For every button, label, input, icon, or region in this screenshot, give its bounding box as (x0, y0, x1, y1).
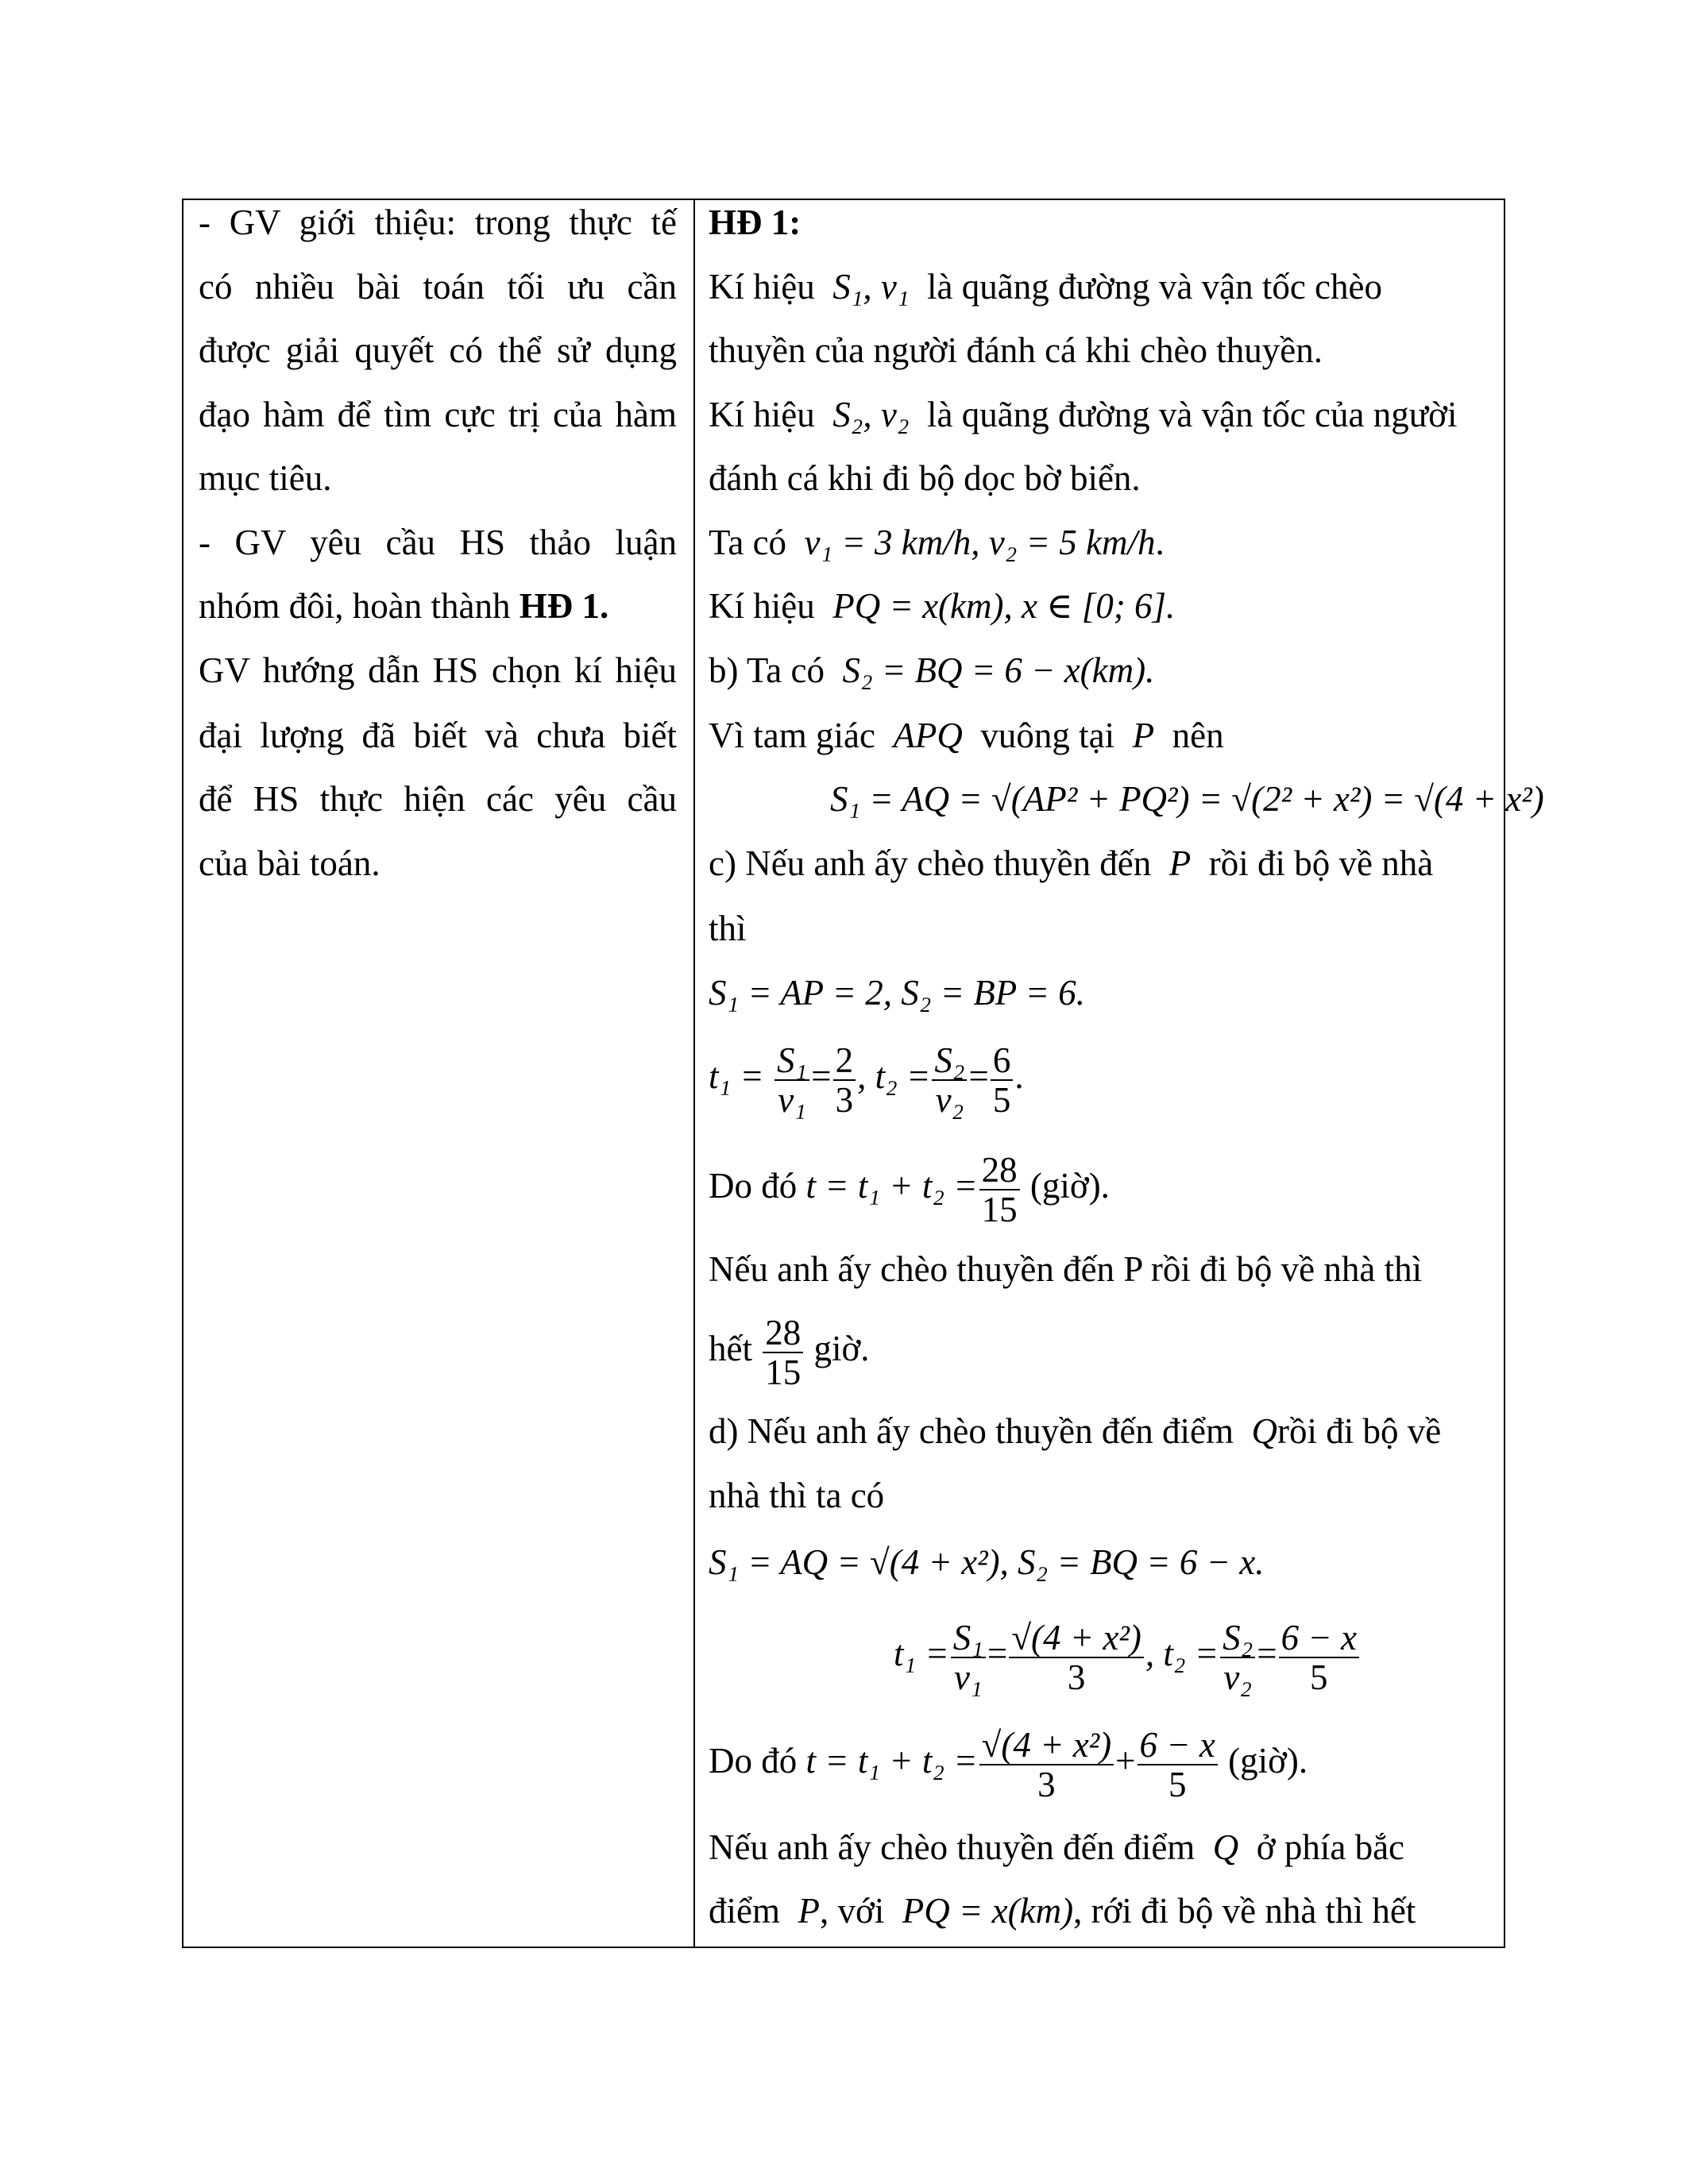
denominator: v₂ (1223, 1657, 1252, 1697)
math: P (1168, 843, 1192, 883)
fraction (979, 1726, 1114, 1804)
left-text-line: GV hướng dẫn HS chọn kí hiệu (199, 650, 677, 690)
formula-s1 (830, 775, 1544, 823)
text: nên (1163, 716, 1224, 755)
text: hết (709, 1329, 762, 1368)
right-text-line (709, 969, 1085, 1017)
denominator: 5 (992, 1079, 1011, 1120)
column-divider (693, 199, 695, 1948)
equals: = (811, 1056, 832, 1096)
text: giờ. (805, 1329, 870, 1368)
math: , t₂ = (1145, 1634, 1219, 1673)
math: v₁ = 3 km/h, v₂ = 5 km/h (804, 523, 1156, 562)
fraction (1279, 1619, 1359, 1696)
denominator: 15 (981, 1189, 1018, 1229)
math: PQ = x(km), x ∈ [0; 6]. (832, 586, 1176, 626)
right-text-line (709, 582, 1175, 630)
fraction (991, 1041, 1014, 1119)
numerator: √(4 + x²) (1009, 1619, 1144, 1658)
text: ở phía bắc (1247, 1827, 1405, 1867)
left-text-line: để HS thực hiện các yêu cầu (199, 779, 677, 819)
right-text-line (709, 1538, 1265, 1586)
text: là quãng đường và vận tốc của người (917, 395, 1458, 434)
math: APQ (893, 716, 963, 755)
text: Kí hiệu (709, 395, 824, 434)
right-text-line: thuyền của người đánh cá khi chèo thuyền. (709, 330, 1323, 370)
math: S₁ = AQ = √(AP² + PQ²) = √(2² + x²) = √(4 + x²) (830, 779, 1544, 819)
numerator: 6 − x (1279, 1619, 1359, 1658)
math: S₁, v₁ (832, 267, 910, 307)
right-text-line (709, 712, 1224, 759)
math: t₁ = (894, 1634, 949, 1673)
fraction (774, 1041, 809, 1119)
right-text-line: nhà thì ta có (709, 1476, 885, 1515)
text: là quãng đường và vận tốc chèo (917, 267, 1383, 307)
denominator: 15 (765, 1352, 802, 1392)
text: rồi đi bộ về (1277, 1411, 1442, 1451)
numerator: S₂ (932, 1041, 967, 1081)
equals: = (1257, 1634, 1277, 1673)
right-text-line: Ta có v₁ = 3 km/h, v₂ = 5 km/h. (709, 523, 1165, 562)
fraction (1138, 1726, 1218, 1804)
left-text-line: - GV giới thiệu: trong thực tế (199, 203, 677, 242)
text: nhóm đôi, hoàn thành (199, 586, 520, 626)
right-text-line (709, 1823, 1404, 1871)
fraction (979, 1151, 1020, 1229)
right-text-line: Nếu anh ấy chèo thuyền đến P rồi đi bộ về nhà thì (709, 1249, 1423, 1289)
math: S₂ = BQ = 6 − x(km). (842, 650, 1155, 690)
denominator: 3 (1067, 1657, 1086, 1697)
math: S₁ = AQ = √(4 + x²), S₂ = BQ = 6 − x. (709, 1542, 1265, 1582)
fraction (833, 1041, 856, 1119)
right-text-line (709, 1305, 870, 1392)
text: Ta có (709, 523, 796, 562)
fraction (763, 1314, 803, 1391)
left-text-line: mục tiêu. (199, 458, 332, 498)
left-text-line: đại lượng đã biết và chưa biết (199, 716, 677, 755)
period: . (1014, 1056, 1024, 1096)
left-text-line (199, 582, 677, 630)
formula-total-d (709, 1717, 1308, 1804)
denominator: 3 (1037, 1764, 1056, 1804)
math: P (798, 1891, 820, 1931)
text: Do đó (709, 1741, 806, 1781)
math: Q (1212, 1827, 1239, 1867)
denominator: v₁ (778, 1079, 806, 1120)
numerator: 6 − x (1138, 1726, 1218, 1765)
numerator: 28 (979, 1151, 1020, 1190)
text: vuông tại (971, 716, 1124, 755)
right-text-line (709, 1407, 1441, 1455)
text: Kí hiệu (709, 267, 824, 307)
left-text-line: có nhiều bài toán tối ưu cần (199, 267, 677, 307)
activity-heading (709, 199, 801, 246)
math: t₁ = (709, 1056, 764, 1096)
denominator: 3 (835, 1079, 854, 1120)
math: S₂, v₂ (832, 395, 910, 434)
left-text-line: - GV yêu cầu HS thảo luận (199, 523, 677, 562)
denominator: 5 (1168, 1764, 1187, 1804)
math: PQ = x(km) (902, 1891, 1074, 1931)
fraction (932, 1041, 967, 1119)
left-text-line: được giải quyết có thể sử dụng (199, 330, 677, 370)
numerator: √(4 + x²) (979, 1726, 1114, 1765)
text: Do đó (709, 1166, 806, 1206)
fraction (1220, 1619, 1255, 1696)
numerator: 28 (763, 1314, 803, 1353)
equals: = (968, 1056, 989, 1096)
text: b) Ta có (709, 650, 834, 690)
math: t = t₁ + t₂ = (805, 1741, 978, 1781)
numerator: 2 (833, 1041, 856, 1081)
math: , t₂ = (857, 1056, 931, 1096)
math: S₁ = AP = 2, S₂ = BP = 6. (709, 973, 1086, 1013)
text: rồi đi bộ về nhà (1199, 843, 1434, 883)
right-text-line (709, 646, 1154, 694)
denominator: v₁ (954, 1657, 983, 1697)
denominator: 5 (1310, 1657, 1328, 1697)
math: P (1132, 716, 1155, 755)
plus: + (1115, 1741, 1136, 1781)
right-text-line (709, 263, 1382, 311)
text: d) Nếu anh ấy chèo thuyền đến điểm (709, 1411, 1243, 1451)
activity-label: HĐ 1. (519, 586, 609, 626)
text: (giờ). (1219, 1741, 1308, 1781)
formula-times-d (894, 1610, 1361, 1697)
numerator: S₁ (951, 1619, 986, 1658)
numerator: S₂ (1220, 1619, 1255, 1658)
text: điểm (709, 1891, 790, 1931)
equals: = (987, 1634, 1008, 1673)
text: Vì tam giác (709, 716, 885, 755)
heading-text: HĐ 1: (709, 203, 802, 242)
math: Q (1251, 1411, 1278, 1451)
text: (giờ). (1021, 1166, 1110, 1206)
formula-times-c (709, 1032, 1024, 1120)
numerator: 6 (991, 1041, 1014, 1081)
right-text-line (709, 839, 1433, 887)
right-text-line: thì (709, 909, 747, 948)
fraction (1009, 1619, 1144, 1696)
fraction (951, 1619, 986, 1696)
math: t = t₁ + t₂ = (805, 1166, 978, 1206)
text: , rới đi bộ về nhà thì hết (1073, 1891, 1416, 1931)
left-text-line: của bài toán. (199, 843, 380, 883)
text: Kí hiệu (709, 586, 824, 626)
right-text-line (709, 1887, 1416, 1935)
numerator: S₁ (774, 1041, 809, 1081)
left-text-line: đạo hàm để tìm cực trị của hàm (199, 395, 677, 434)
text: , với (819, 1891, 894, 1931)
right-text-line: đánh cá khi đi bộ dọc bờ biển. (709, 458, 1141, 498)
formula-total-c (709, 1142, 1110, 1229)
denominator: v₂ (935, 1079, 964, 1120)
text: c) Nếu anh ấy chèo thuyền đến (709, 843, 1161, 883)
text: Nếu anh ấy chèo thuyền đến điểm (709, 1827, 1204, 1867)
right-text-line (709, 391, 1457, 438)
